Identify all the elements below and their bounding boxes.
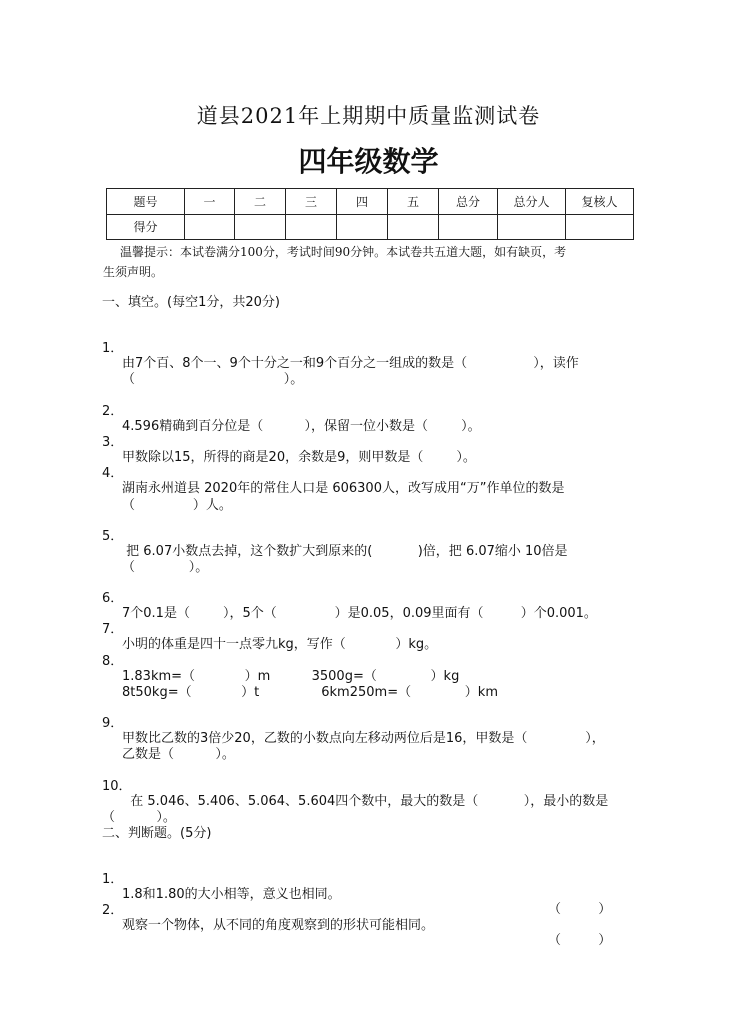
question-text: 4.596精确到百分位是（ ），保留一位小数是（ ）。 [122,419,481,434]
score-table-cell: 五 [388,189,439,215]
question-text: 甲数比乙数的3倍少20，乙数的小数点向左移动两位后是16，甲数是（ ）， [122,731,605,746]
question-number: 1． [102,341,124,356]
question-text: 甲数除以15，所得的商是20，余数是9，则甲数是（ ）。 [122,450,476,465]
score-table-cell: 一 [185,189,235,215]
section-2-title: 二、判断题。(5分) [102,826,212,841]
score-row-label: 得分 [107,214,185,240]
question-number: 10． [102,779,132,794]
question-number: 5． [102,529,124,544]
question-text: 7个0.1是（ ），5个（ ）是0.05，0.09里面有（ ）个0.001。 [122,606,597,621]
score-table-header-row [107,189,634,215]
score-table-cell: 总分 [439,189,498,215]
question-10-cont [0,791,176,836]
question-text: 在 5.046、5.406、5.064、5.604四个数中，最大的数是（ ），最小的数是 [122,794,609,809]
score-blank-cell [235,214,286,240]
score-blank-cell [566,214,634,240]
question-text: 1.8和1.80的大小相等，意义也相同。 [122,887,341,902]
score-table-cell: 四 [337,189,388,215]
question-text: 把 6.07小数点去掉，这个数扩大到原来的( )倍，把 6.07缩小 10倍是 [122,544,568,559]
question-text: 乙数是（ ）。 [122,747,235,762]
question-text: （ ）人。 [122,498,232,513]
question-text: 由7个百、8个一、9个十分之一和9个百分之一组成的数是（ ），读作 [122,356,579,371]
exam-title: 道县2021年上期期中质量监测试卷 [196,104,541,128]
score-table-cell: 复核人 [566,189,634,215]
subject-title: 四年级数学 [298,145,439,178]
score-blank-cell [388,214,439,240]
score-blank-cell [286,214,337,240]
question-text: 湖南永州道县 2020年的常住人口是 606300人，改写成用“万”作单位的数是 [122,481,565,496]
question-number: 2． [102,404,124,419]
score-table-cell: 总分人 [498,189,566,215]
notice-line-1: 温馨提示：本试卷满分100分，考试时间90分钟。本试卷共五道大题，如有缺页，考 [120,245,567,259]
question-number: 8． [102,654,124,669]
score-table-score-row [107,214,634,240]
notice-line-2: 生须声明。 [103,265,164,279]
score-blank-cell [439,214,498,240]
answer-parentheses: （ ） [548,902,612,917]
question-text: 小明的体重是四十一点零九kg，写作（ ）kg。 [122,637,438,652]
score-blank-cell [498,214,566,240]
score-table-cell: 三 [286,189,337,215]
question-text: 1.83km=（ ）m 3500g=（ ）kg [122,669,460,684]
score-table [106,188,634,240]
question-number: 2． [102,903,124,918]
question-number: 3． [102,435,124,450]
answer-parentheses: （ ） [548,933,612,948]
question-text: 观察一个物体，从不同的角度观察到的形状可能相同。 [122,918,435,933]
score-table-cell: 二 [235,189,286,215]
section-1-title: 一、填空。(每空1分，共20分) [102,295,280,310]
question-number: 9． [102,716,124,731]
question-text: 8t50kg=（ ）t 6km250m=（ ）km [122,685,498,700]
question-text: （ ）。 [122,372,304,387]
question-text: （ ）。 [122,560,209,575]
question-text: （ ）。 [102,810,176,825]
question-number: 6． [102,591,124,606]
score-blank-cell [337,214,388,240]
score-table-cell: 题号 [107,189,185,215]
question-number: 1． [102,872,124,887]
question-number: 4． [102,466,124,481]
question-number: 7． [102,622,124,637]
score-blank-cell [185,214,235,240]
